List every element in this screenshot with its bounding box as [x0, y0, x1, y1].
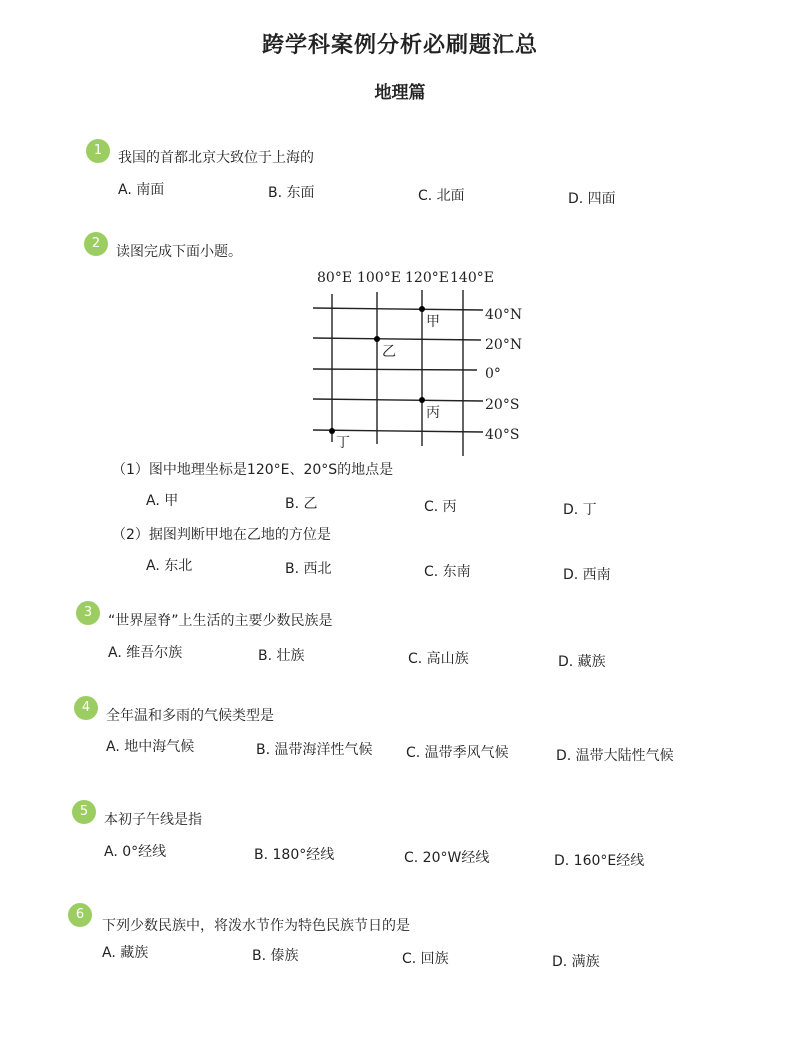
option-d[interactable]: D. 藏族	[558, 654, 606, 670]
parallel-line-40n	[313, 308, 483, 310]
option-b[interactable]: B. 西北	[285, 561, 332, 577]
point-label: 乙	[382, 344, 396, 360]
lon-label: 120°E	[405, 270, 449, 286]
question-stem: “世界屋脊”上生活的主要少数民族是	[108, 613, 333, 629]
point-marker	[374, 336, 380, 342]
question-stem: 本初子午线是指	[104, 812, 202, 828]
option-a[interactable]: A. 维吾尔族	[108, 645, 183, 661]
question-number-badge: 6	[68, 903, 92, 927]
parallel-line-40s	[313, 430, 483, 432]
page-subtitle: 地理篇	[374, 83, 426, 103]
question-number-badge: 5	[72, 800, 96, 824]
lat-lon-grid-figure	[305, 264, 545, 459]
option-c[interactable]: C. 丙	[424, 499, 457, 515]
option-d[interactable]: D. 丁	[563, 502, 597, 518]
question-number-badge: 1	[86, 139, 110, 163]
question-stem: 读图完成下面小题。	[116, 244, 242, 260]
page-title: 跨学科案例分析必刷题汇总	[261, 33, 538, 58]
option-b[interactable]: B. 温带海洋性气候	[256, 742, 373, 758]
option-b[interactable]: B. 傣族	[252, 948, 299, 964]
question-number-badge: 4	[74, 696, 98, 720]
lat-label: 40°N	[485, 307, 523, 323]
option-b[interactable]: B. 乙	[285, 496, 318, 512]
lon-label: 80°E	[317, 270, 353, 286]
point-label: 甲	[426, 314, 440, 330]
option-c[interactable]: C. 东南	[424, 564, 471, 580]
parallel-line-20s	[313, 399, 483, 401]
lat-label: 0°	[485, 366, 501, 382]
lat-label: 20°S	[485, 397, 520, 413]
option-d[interactable]: D. 160°E经线	[554, 853, 645, 869]
lat-label: 20°N	[485, 337, 523, 353]
point-marker	[419, 306, 425, 312]
question-stem: 下列少数民族中，将泼水节作为特色民族节日的是	[102, 918, 410, 934]
sub-question-stem: （2）据图判断甲地在乙地的方位是	[112, 527, 331, 543]
option-d[interactable]: D. 温带大陆性气候	[556, 748, 674, 764]
point-label: 丙	[426, 405, 440, 421]
option-a[interactable]: A. 南面	[118, 182, 165, 198]
option-b[interactable]: B. 壮族	[258, 648, 305, 664]
lon-label: 140°E	[450, 270, 494, 286]
sub-question-stem: （1）图中地理坐标是120°E、20°S的地点是	[112, 462, 394, 478]
point-label: 丁	[336, 435, 350, 451]
option-b[interactable]: B. 东面	[268, 185, 315, 201]
option-c[interactable]: C. 温带季风气候	[406, 745, 509, 761]
lat-label: 40°S	[485, 427, 520, 443]
question-number-badge: 2	[84, 232, 108, 256]
lon-label: 100°E	[357, 270, 401, 286]
option-a[interactable]: A. 藏族	[102, 945, 149, 961]
option-a[interactable]: A. 东北	[146, 558, 193, 574]
option-a[interactable]: A. 地中海气候	[106, 739, 195, 755]
option-a[interactable]: A. 0°经线	[104, 844, 167, 860]
point-marker	[329, 428, 335, 434]
option-a[interactable]: A. 甲	[146, 493, 179, 509]
parallel-line-20n	[313, 338, 481, 340]
question-stem: 我国的首都北京大致位于上海的	[118, 150, 314, 166]
question-number-badge: 3	[76, 601, 100, 625]
option-d[interactable]: D. 西南	[563, 567, 611, 583]
point-marker	[419, 397, 425, 403]
question-stem: 全年温和多雨的气候类型是	[106, 708, 274, 724]
option-c[interactable]: C. 北面	[418, 188, 465, 204]
option-c[interactable]: C. 回族	[402, 951, 449, 967]
option-c[interactable]: C. 20°W经线	[404, 850, 490, 866]
parallel-line-0	[313, 369, 477, 370]
option-b[interactable]: B. 180°经线	[254, 847, 335, 863]
option-c[interactable]: C. 高山族	[408, 651, 469, 667]
option-d[interactable]: D. 满族	[552, 954, 600, 970]
option-d[interactable]: D. 四面	[568, 191, 616, 207]
